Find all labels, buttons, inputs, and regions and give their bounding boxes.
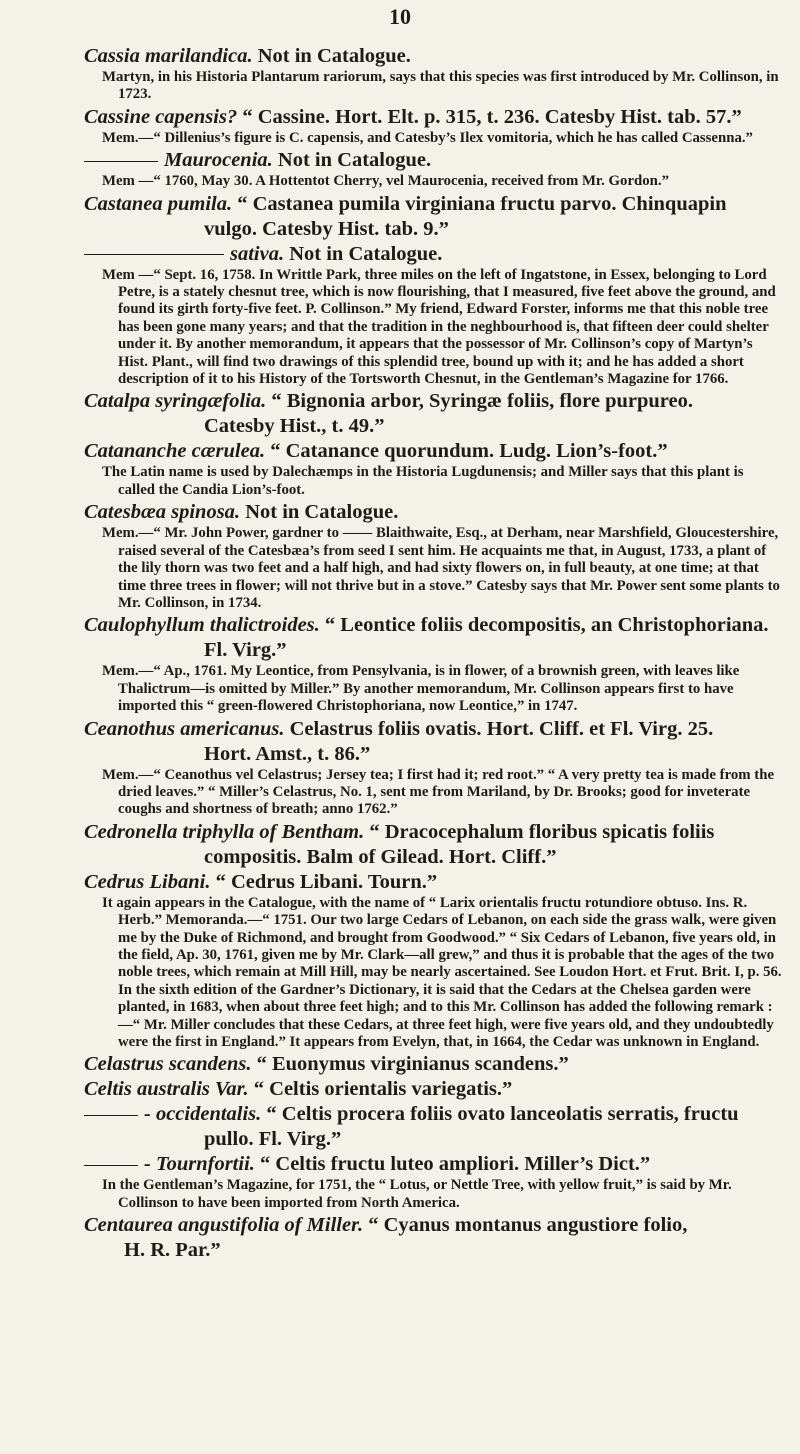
entry-text: Mem.—“ Ceanothus vel Celastrus; Jersey tea; I first had it; red root.” “ A very pretty tea is made from the dried leaves.” “ Miller’s Celastrus, No. 1, sent me from Mariland, by Dr. Brooks; good for inveterate coughs and shortness of breath; anno 1762.” <box>102 766 775 818</box>
heading-continuation: vulgo. Catesby Hist. tab. 9.” <box>204 217 449 240</box>
entry-heading <box>84 439 784 464</box>
entry-heading <box>84 1102 784 1127</box>
heading-note: “ Celtis fructu luteo ampliori. Miller’s Dict.” <box>260 1153 651 1176</box>
entry-heading <box>84 500 784 525</box>
entry-cassia-marilandica <box>84 44 784 104</box>
entry-text: Mem.—“ Dillenius’s figure is C. capensis, and Catesby’s Ilex vomitoria, which he has called Cassenna.” <box>102 129 753 146</box>
entry-heading <box>84 820 784 845</box>
entry-caulophyllum <box>84 613 784 715</box>
entry-heading <box>84 613 784 638</box>
entry-heading <box>84 148 784 173</box>
entry-heading <box>84 1052 784 1077</box>
entry-text: Martyn, in his Historia Plantarum rariorum, says that this species was first introduced by Mr. Collinson, in 1723. <box>102 69 779 103</box>
heading-note: Celastrus foliis ovatis. Hort. Cliff. et Fl. Virg. 25. <box>289 717 714 740</box>
entry-celtis-occidentalis <box>84 1102 784 1152</box>
page-number: 10 <box>389 4 411 29</box>
entry-heading <box>84 717 784 742</box>
entry-heading <box>84 870 784 895</box>
plant-name: Centaurea angustifolia of Miller. <box>84 1214 364 1237</box>
plant-name: Caulophyllum thalictroides. <box>84 614 320 637</box>
entry-catananche <box>84 439 784 499</box>
entry-heading <box>84 1077 784 1102</box>
plant-name: Cedrus Libani. <box>84 870 211 893</box>
plant-name: Celastrus scandens. <box>84 1053 252 1076</box>
heading-note: “ Leontice foliis decompositis, an Christophoriana. <box>324 614 769 637</box>
plant-name: - Tournfortii. <box>144 1153 255 1176</box>
catalogue-entries <box>84 44 784 1263</box>
entry-text: In the Gentleman’s Magazine, for 1751, the “ Lotus, or Nettle Tree, with yellow fruit,” is said by Mr. Collinson to have been imported from North America. <box>102 1177 732 1211</box>
heading-note: “ Euonymus virginianus scandens.” <box>256 1053 569 1076</box>
heading-continuation: compositis. Balm of Gilead. Hort. Cliff.” <box>204 845 557 868</box>
entry-celtis-australis <box>84 1077 784 1102</box>
entry-catalpa <box>84 389 784 439</box>
entry-cedronella <box>84 820 784 870</box>
entry-text: Mem.—“ Ap., 1761. My Leontice, from Pensylvania, is in flower, of a brownish green, with leaves like Thalictrum—is omitted by Miller.” By another memorandum, Mr. Collinson appears first to have imported this “ green-flowered Christophoriana, now Leontice,” in 1747. <box>102 663 740 715</box>
ditto-dash <box>84 161 158 162</box>
plant-name: Maurocenia. <box>164 149 273 172</box>
plant-name: Ceanothus americanus. <box>84 717 285 740</box>
entry-text: The Latin name is used by Dalechæmps in the Historia Lugdunensis; and Miller says that this plant is called the Candia Lion’s-foot. <box>102 464 744 498</box>
entry-heading <box>84 1152 784 1177</box>
heading-note: “ Cedrus Libani. Tourn.” <box>215 870 438 893</box>
heading-note: “ Castanea pumila virginiana fructu parvo. Chinquapin <box>237 192 727 215</box>
plant-name: sativa. <box>230 242 285 265</box>
entry-heading <box>84 44 784 69</box>
plant-name: Catesbæa spinosa. <box>84 501 241 524</box>
heading-continuation: Catesby Hist., t. 49.” <box>204 415 385 438</box>
entry-cassine-capensis <box>84 105 784 147</box>
entry-celastrus <box>84 1052 784 1077</box>
plant-name: Cassine capensis? <box>84 105 238 128</box>
entry-heading <box>84 389 784 414</box>
heading-continuation: pullo. Fl. Virg.” <box>204 1128 342 1151</box>
entry-maurocenia <box>84 148 784 190</box>
entry-cedrus-libani <box>84 870 784 1052</box>
plant-name: Castanea pumila. <box>84 192 233 215</box>
heading-note: Not in Catalogue. <box>289 242 443 265</box>
heading-note: “ Celtis orientalis variegatis.” <box>253 1078 513 1101</box>
ditto-dash <box>84 1115 138 1116</box>
entry-text: It again appears in the Catalogue, with the name of “ Larix orientalis fructu rotundiore obtuso. Ins. R. Herb.” Memoranda.—“ 1751. Our two large Cedars of Lebanon, on each side the grass walk, were given me by the Duke of Richmond, and brought from Goodwood.” “ Six Cedars of Lebanon, five years old, in the field, Ap. 30, 1761, given me by Mr. Clark—all grew,” and thus it is probable that the ages of the two noble trees, which remain at Mill Hill, may be nearly ascertained. See Loudon Hort. et Frut. Brit. I, p. 56. In the sixth edition of the Gardner’s Dictionary, it is said that the Cedars at the Chelsea garden were planted, in 1683, when about three feet high; and to this Mr. Collinson has added the following remark :—“ Mr. Miller concludes that these Cedars, at three feet high, were five years old, and they undoubtedly were the first in England.” It appears from Evelyn, that, in 1664, the Cedar was unknown in England. <box>102 894 782 1050</box>
entry-heading <box>84 242 784 267</box>
plant-name: Celtis australis Var. <box>84 1078 249 1101</box>
entry-catesbaea <box>84 500 784 612</box>
entry-text: Mem.—“ Mr. John Power, gardner to —— Blaithwaite, Esq., at Derham, near Marshfield, Gloucestershire, raised several of the Catesbæa’s from seed I sent him. He acquaints me that, in August, 1733, a plant of the lily thorn was two feet and a half high, and had sixty flowers on, in full beauty, at one time; at that time three trees in flower; will not thrive but in a stove.” Catesby says that Mr. Power sent some plants to Mr. Collinson, in 1734. <box>102 525 780 611</box>
heading-continuation: Fl. Virg.” <box>204 639 287 662</box>
heading-continuation: H. R. Par.” <box>124 1239 221 1262</box>
entry-heading <box>84 1213 784 1238</box>
entry-celtis-tournfortii <box>84 1152 784 1212</box>
heading-note: “ Celtis procera foliis ovato lanceolatis serratis, fructu <box>266 1103 739 1126</box>
entry-heading <box>84 192 784 217</box>
heading-note: “ Cyanus montanus angustiore folio, <box>368 1214 688 1237</box>
heading-note: Not in Catalogue. <box>277 149 432 172</box>
entry-text: Mem —“ 1760, May 30. A Hottentot Cherry, vel Maurocenia, received from Mr. Gordon.” <box>102 173 669 190</box>
heading-note: “ Bignonia arbor, Syringæ foliis, flore purpureo. <box>271 390 694 413</box>
plant-name: Catananche cærulea. <box>84 440 266 463</box>
heading-note: Not in Catalogue. <box>257 45 411 67</box>
entry-ceanothus <box>84 717 784 819</box>
entry-text: Mem —“ Sept. 16, 1758. In Writtle Park, three miles on the left of Ingatstone, in Essex, belonging to Lord Petre, is a stately chesnut tree, which is now flourishing, that I measured, five feet above the ground, and found its girth forty-five feet. P. Collinson.” My friend, Edward Forster, informs me that this noble tree has been gone many years; and that the tradition in the neghbourhood is, that fifteen deer could shelter under it. By another memorandum, it appears that the possessor of Mr. Collinson’s copy of Martyn’s Hist. Plant., will find two drawings of this splendid tree, bound up with it; and he has added a short description of it to his History of the Tortsworth Chesnut, in the Gentleman’s Magazine for 1766. <box>102 266 776 388</box>
ditto-dash <box>84 254 224 255</box>
heading-note: “ Cassine. Hort. Elt. p. 315, t. 236. Catesby Hist. tab. 57.” <box>242 105 742 128</box>
heading-continuation: Hort. Amst., t. 86.” <box>204 742 371 765</box>
entry-castanea-pumila <box>84 192 784 242</box>
heading-note: “ Catanance quorundum. Ludg. Lion’s-foot.” <box>270 440 668 463</box>
entry-heading <box>84 105 784 130</box>
plant-name: Cassia marilandica. <box>84 45 253 67</box>
heading-note: Not in Catalogue. <box>245 501 399 524</box>
plant-name: Cedronella triphylla of Bentham. <box>84 820 365 843</box>
plant-name: Catalpa syringæfolia. <box>84 390 267 413</box>
ditto-dash <box>84 1165 138 1166</box>
plant-name: - occidentalis. <box>144 1103 262 1126</box>
entry-castanea-sativa <box>84 242 784 389</box>
heading-note: “ Dracocephalum floribus spicatis foliis <box>369 820 715 843</box>
entry-centaurea <box>84 1213 784 1263</box>
